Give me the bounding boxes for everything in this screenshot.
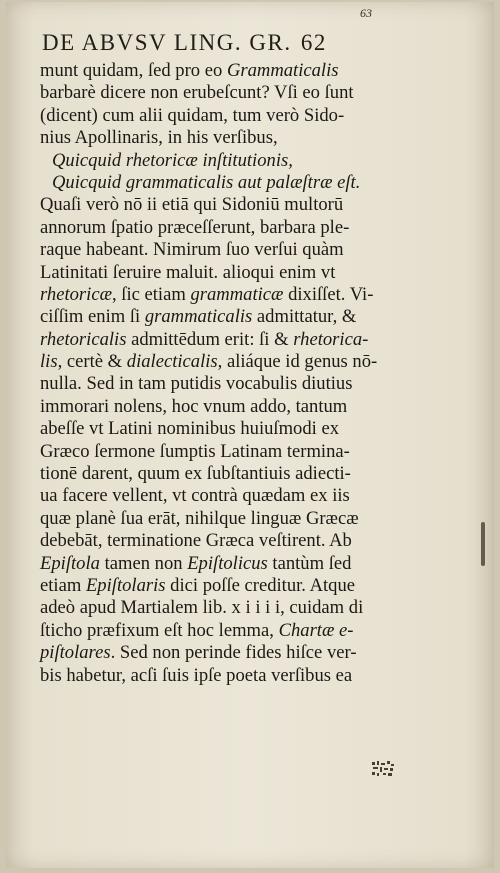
text-line [40, 530, 380, 552]
text-segment: tantùm ſed [267, 552, 352, 574]
italic-text: grammaticalis [144, 306, 253, 328]
text-segment: admittēdum erit: ſi & [126, 328, 294, 350]
text-segment: adeò apud Martialem lib. x i i i i, cuidam di [40, 597, 364, 619]
italic-text: rhetoricalis [40, 328, 127, 350]
text-line [40, 373, 380, 395]
text-segment: Quaſi verò nō ii etiā qui Sidoniū multorū [40, 194, 344, 216]
text-line [40, 306, 380, 328]
text-segment: ua facere vellent, vt contrà quædam ex iis [40, 485, 350, 507]
text-segment: dixiſſet. Vi- [283, 283, 374, 305]
text-segment: annorum ſpatio præceſſerunt, barbara ple- [40, 216, 350, 238]
text-line [40, 418, 380, 440]
italic-text: rhetoricæ [40, 283, 112, 305]
text-line [40, 665, 380, 687]
text-segment: ſticho præfixum eſt hoc lemma, [40, 619, 279, 641]
text-segment: debebāt, terminatione Græca veſtirent. Ab [40, 530, 352, 552]
text-line [40, 642, 380, 664]
italic-text: lis [40, 351, 58, 373]
text-segment: Latinitati ſeruire maluit. alioqui enim vt [40, 261, 336, 283]
text-segment: admittatur, & [252, 306, 357, 328]
header-title: DE ABVSV LING. GR. [42, 30, 292, 55]
italic-text: dialecticalis [126, 351, 218, 373]
italic-text: Grammaticalis [226, 60, 339, 81]
italic-text: Chartæ e- [278, 619, 354, 641]
text-segment: dici poſſe creditur. Atque [165, 574, 356, 596]
text-segment: tamen non [99, 552, 188, 574]
text-line [40, 60, 380, 82]
italic-text: rhetorica- [293, 328, 369, 350]
text-segment: etiam [40, 574, 86, 596]
text-segment: (dicent) cum alii quidam, tum verò Sido- [40, 104, 345, 126]
text-line [40, 396, 380, 418]
italic-text: piſtolares [40, 642, 111, 664]
text-segment: immorari nolens, hoc vnum addo, tantum [40, 395, 348, 417]
text-line [40, 217, 380, 239]
catchword-ornament-icon [370, 759, 396, 779]
text-line [40, 485, 380, 507]
body-text [40, 60, 380, 687]
header-page-number: 62 [300, 30, 327, 55]
text-segment: raque habeant. Nimirum ſuo verſui quàm [40, 239, 344, 261]
italic-text: grammaticæ [190, 283, 284, 305]
text-segment: munt quidam, ſed pro eo [40, 60, 227, 81]
text-segment: quæ planè ſua erāt, nihilque linguæ Græcæ [40, 507, 359, 529]
text-line [40, 329, 380, 351]
text-segment: . Sed non perinde fides hiſce ver- [110, 642, 357, 664]
italic-text: Epiſtolicus [187, 552, 268, 574]
text-line [40, 351, 380, 373]
folio-number: 63 [360, 6, 372, 20]
text-line [40, 150, 380, 172]
text-segment: , aliáque id genus nō- [217, 351, 378, 373]
text-segment: ciſſim enim ſi [40, 306, 145, 328]
text-line [40, 172, 380, 194]
text-segment: Græco ſermone ſumptis Latinam termina- [40, 440, 350, 462]
text-line [40, 575, 380, 597]
text-segment: nulla. Sed in tam putidis vocabulis diutius [40, 373, 353, 395]
text-line [40, 239, 380, 261]
text-line [40, 82, 380, 104]
text-segment: tionē darent, quum ex ſubſtantiuis adiecti- [40, 463, 351, 485]
text-line [40, 105, 380, 127]
text-line [40, 262, 380, 284]
book-page [6, 2, 494, 868]
text-segment: abeſſe vt Latini nominibus huiuſmodi ex [40, 418, 340, 440]
text-line [40, 127, 380, 149]
text-line [40, 441, 380, 463]
text-segment: bis habetur, acſi ſuis ipſe poeta verſibus ea [40, 664, 353, 686]
italic-text: Epiſtola [40, 552, 100, 574]
text-line [40, 463, 380, 485]
running-header [42, 30, 462, 56]
italic-text: Quicquid rhetoricæ inſtitutionis, [52, 149, 293, 171]
text-segment: , certè & [57, 351, 127, 373]
text-line [40, 508, 380, 530]
text-line [40, 553, 380, 575]
text-line [40, 284, 380, 306]
text-line [40, 194, 380, 216]
text-line [40, 620, 380, 642]
text-line [40, 597, 380, 619]
text-segment: , ſic etiam [111, 283, 191, 305]
italic-text: Quicquid grammaticalis aut palæſtræ eſt. [52, 171, 361, 193]
text-segment: barbarè dicere non erubeſcunt? Vſi eo ſunt [40, 82, 354, 104]
italic-text: Epiſtolaris [85, 574, 166, 596]
text-segment: nius Apollinaris, in his verſibus, [40, 127, 278, 149]
margin-mark [481, 522, 485, 566]
